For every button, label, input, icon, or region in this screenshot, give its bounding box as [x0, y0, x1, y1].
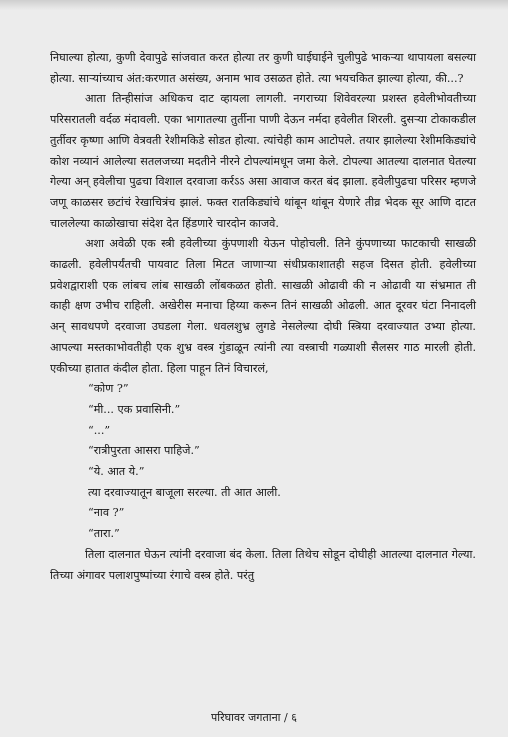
scan-edge-shadow	[0, 0, 508, 10]
dialogue-line: “रात्रीपुरता आसरा पाहिजे.”	[88, 444, 200, 458]
body-text	[50, 48, 476, 586]
paragraph: अशा अवेळी एक स्त्री हवेलीच्या कुंपणाशी येऊन पोहोचली. तिने कुंपणाच्या फाटकाची साखळी काढली. हवेलीपर्यंतची पायवाट तिला मिटत जाणाऱ्या संधीप्रकाशातही सहज दिसत होती. हवेलीच्या प्रवेशद्वाराशी एक लांबच लांब साखळी लोंबकळत होती. साखळी ओढावी की न ओढावी या संभ्रमात ती काही क्षण उभीच राहिली. अखेरीस मनाचा हिय्या करून तिनं साखळी ओढली. आत दूरवर घंटा निनादली अन् सावधपणे दरवाजा उघडला गेला. धवलशुभ्र लुगडे नेसलेल्या दोघी स्त्रिया दरवाज्यात उभ्या होत्या. आपल्या मस्तकाभोवतीही एक शुभ्र वस्त्र गुंडाळून त्यांनी त्या वस्त्राची गळ्याशी सैलसर गाठ मारली होती. एकीच्या हातात कंदील होता. हिला पाहून तिनं विचारलं,	[50, 237, 476, 375]
dialogue-line: “कोण ?”	[88, 382, 129, 396]
dialogue-line: “तारा.”	[88, 527, 120, 541]
dialogue-line: “नाव ?”	[88, 506, 125, 520]
dialogue-line: त्या दरवाज्यातून बाजूला सरल्या. ती आत आली.	[88, 485, 281, 499]
dialogue-line: “ये. आत ये.”	[88, 465, 145, 479]
page-footer: परिघावर जगताना / ६	[211, 711, 297, 724]
paragraph: आता तिन्हीसांज अधिकच दाट व्हायला लागली. नगराच्या शिवेवरल्या प्रशस्त हवेलीभोवतीच्या परिसरातली वर्दळ मंदावली. एका भागातल्या तुर्तीना पाणी देऊन नर्मदा हवेलीत शिरली. दुसऱ्या टोकाकडील तुर्तीवर कृष्णा आणि वेत्रवती रेशीमकिडे सोडत होत्या. त्यांचेही काम आटोपले. तयार झालेल्या रेशीमकिड्यांचे कोश नव्यानं आलेल्या सतलजच्या मदतीने नीरने टोपल्यांमधून जमा केले. टोपल्या आतल्या दालनात घेतल्या गेल्या अन् हवेलीचा पुढचा विशाल दरवाजा कर्रऽऽ असा आवाज करत बंद झाला. हवेलीपुढचा परिसर म्हणजे जणू काळसर छटांचं रेखाचित्रंच झालं. फक्त रातकिड्यांचे थांबून थांबून येणारे तीव्र भेदक सूर आणि दाटत चाललेल्या काळोखाचा संदेश देत हिंडणारे चारदोन काजवे.	[50, 92, 476, 230]
dialogue-line: “...”	[88, 423, 111, 437]
paragraph: निघाल्या होत्या, कुणी देवापुढे सांजवात करत होत्या तर कुणी घाईघाईने चुलीपुढे भाकऱ्या थापायला बसल्या होत्या. साऱ्यांच्याच अंत:करणात असंख्य, अनाम भाव उसळत होते. त्या भयचकित झाल्या होत्या, की...?	[50, 51, 476, 85]
paragraph: तिला दालनात घेऊन त्यांनी दरवाजा बंद केला. तिला तिथेच सोडून दोघीही आतल्या दालनात गेल्या. तिच्या अंगावर पलाशपुष्पांच्या रंगाचे वस्त्र होते. परंतु	[50, 547, 476, 582]
dialogue-line: “मी... एक प्रवासिनी.”	[88, 402, 181, 416]
